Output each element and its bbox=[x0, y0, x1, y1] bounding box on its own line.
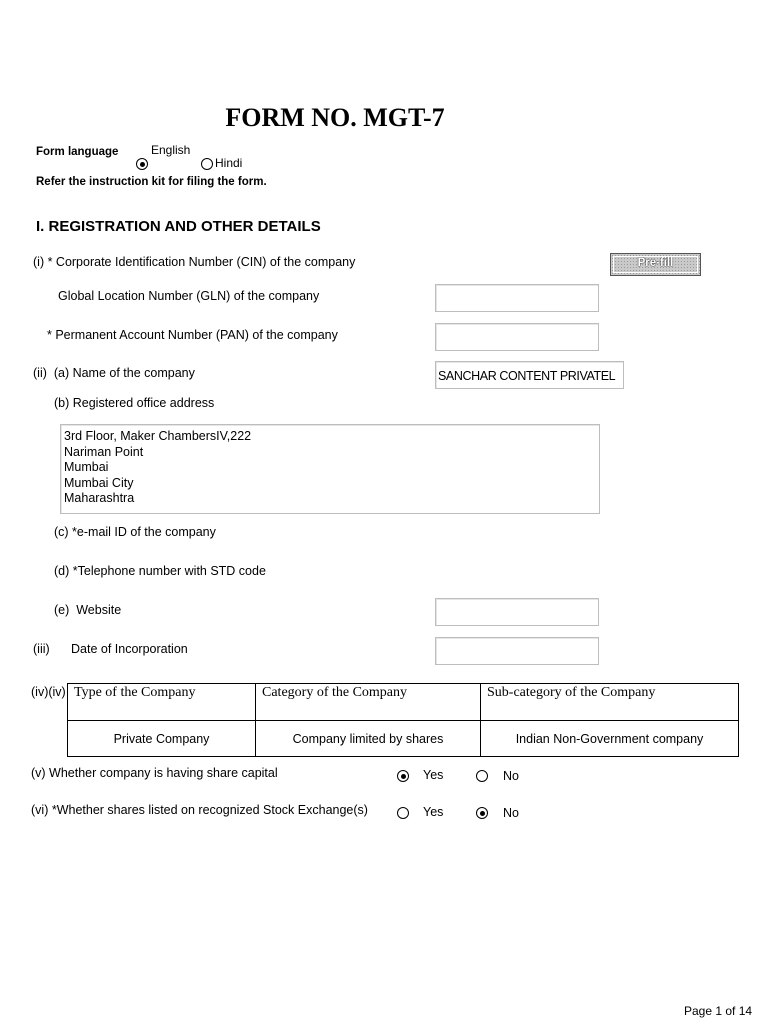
english-label: English bbox=[151, 143, 191, 157]
address-label: (b) Registered office address bbox=[54, 396, 215, 410]
type-value: Private Company bbox=[68, 721, 256, 757]
share-capital-yes-radio[interactable] bbox=[397, 770, 409, 782]
hindi-label: Hindi bbox=[215, 156, 243, 170]
listed-no-radio[interactable] bbox=[476, 807, 488, 819]
website-label: (e) Website bbox=[54, 603, 122, 617]
pan-label: * Permanent Account Number (PAN) of the company bbox=[47, 328, 338, 342]
section-heading: I. REGISTRATION AND OTHER DETAILS bbox=[36, 218, 321, 235]
share-capital-yes-label: Yes bbox=[423, 768, 444, 782]
incorporation-label: Date of Incorporation bbox=[71, 642, 188, 656]
hindi-radio[interactable] bbox=[201, 158, 213, 170]
subcategory-value: Indian Non-Government company bbox=[481, 721, 739, 757]
listed-yes-radio[interactable] bbox=[397, 807, 409, 819]
form-language-label: Form language bbox=[36, 146, 119, 158]
share-capital-no-label: No bbox=[503, 769, 519, 783]
share-capital-label: (v) Whether company is having share capital bbox=[31, 766, 278, 780]
form-title: FORM NO. MGT-7 bbox=[225, 103, 445, 132]
page-number: Page 1 of 14 bbox=[684, 1004, 753, 1018]
company-type-number: (iv)(iv) bbox=[31, 685, 66, 699]
company-type-table bbox=[67, 683, 739, 757]
prefill-button[interactable]: Pre-fill bbox=[610, 253, 701, 276]
email-label: (c) *e-mail ID of the company bbox=[54, 525, 216, 539]
website-field[interactable] bbox=[435, 598, 599, 626]
pan-field[interactable] bbox=[435, 323, 599, 351]
subcategory-header: Sub-category of the Company bbox=[481, 684, 739, 721]
category-header: Category of the Company bbox=[256, 684, 481, 721]
incorporation-number: (iii) bbox=[33, 642, 50, 656]
phone-label: (d) *Telephone number with STD code bbox=[54, 564, 266, 578]
company-name-label: (ii) (a) Name of the company bbox=[33, 366, 195, 380]
type-header: Type of the Company bbox=[68, 684, 256, 721]
address-line: Mumbai City bbox=[64, 475, 134, 490]
listed-label: (vi) *Whether shares listed on recognized Stock Exchange(s) bbox=[31, 803, 368, 817]
category-value: Company limited by shares bbox=[256, 721, 481, 757]
instruction-text: Refer the instruction kit for filing the form. bbox=[36, 176, 267, 188]
gln-field[interactable] bbox=[435, 284, 599, 312]
listed-yes-label: Yes bbox=[423, 805, 444, 819]
address-line: 3rd Floor, Maker ChambersIV,222 bbox=[64, 429, 252, 443]
address-line: Nariman Point bbox=[64, 444, 144, 459]
cin-label: (i) * Corporate Identification Number (CIN) of the company bbox=[33, 255, 356, 269]
address-line: Maharashtra bbox=[64, 491, 135, 505]
gln-label: Global Location Number (GLN) of the company bbox=[58, 289, 320, 303]
address-line: Mumbai bbox=[64, 460, 109, 474]
listed-no-label: No bbox=[503, 806, 519, 820]
share-capital-no-radio[interactable] bbox=[476, 770, 488, 782]
company-name-field[interactable]: SANCHAR CONTENT PRIVATEL bbox=[435, 361, 624, 389]
address-field[interactable] bbox=[60, 424, 600, 514]
english-radio[interactable] bbox=[136, 158, 148, 170]
incorporation-field[interactable] bbox=[435, 637, 599, 665]
